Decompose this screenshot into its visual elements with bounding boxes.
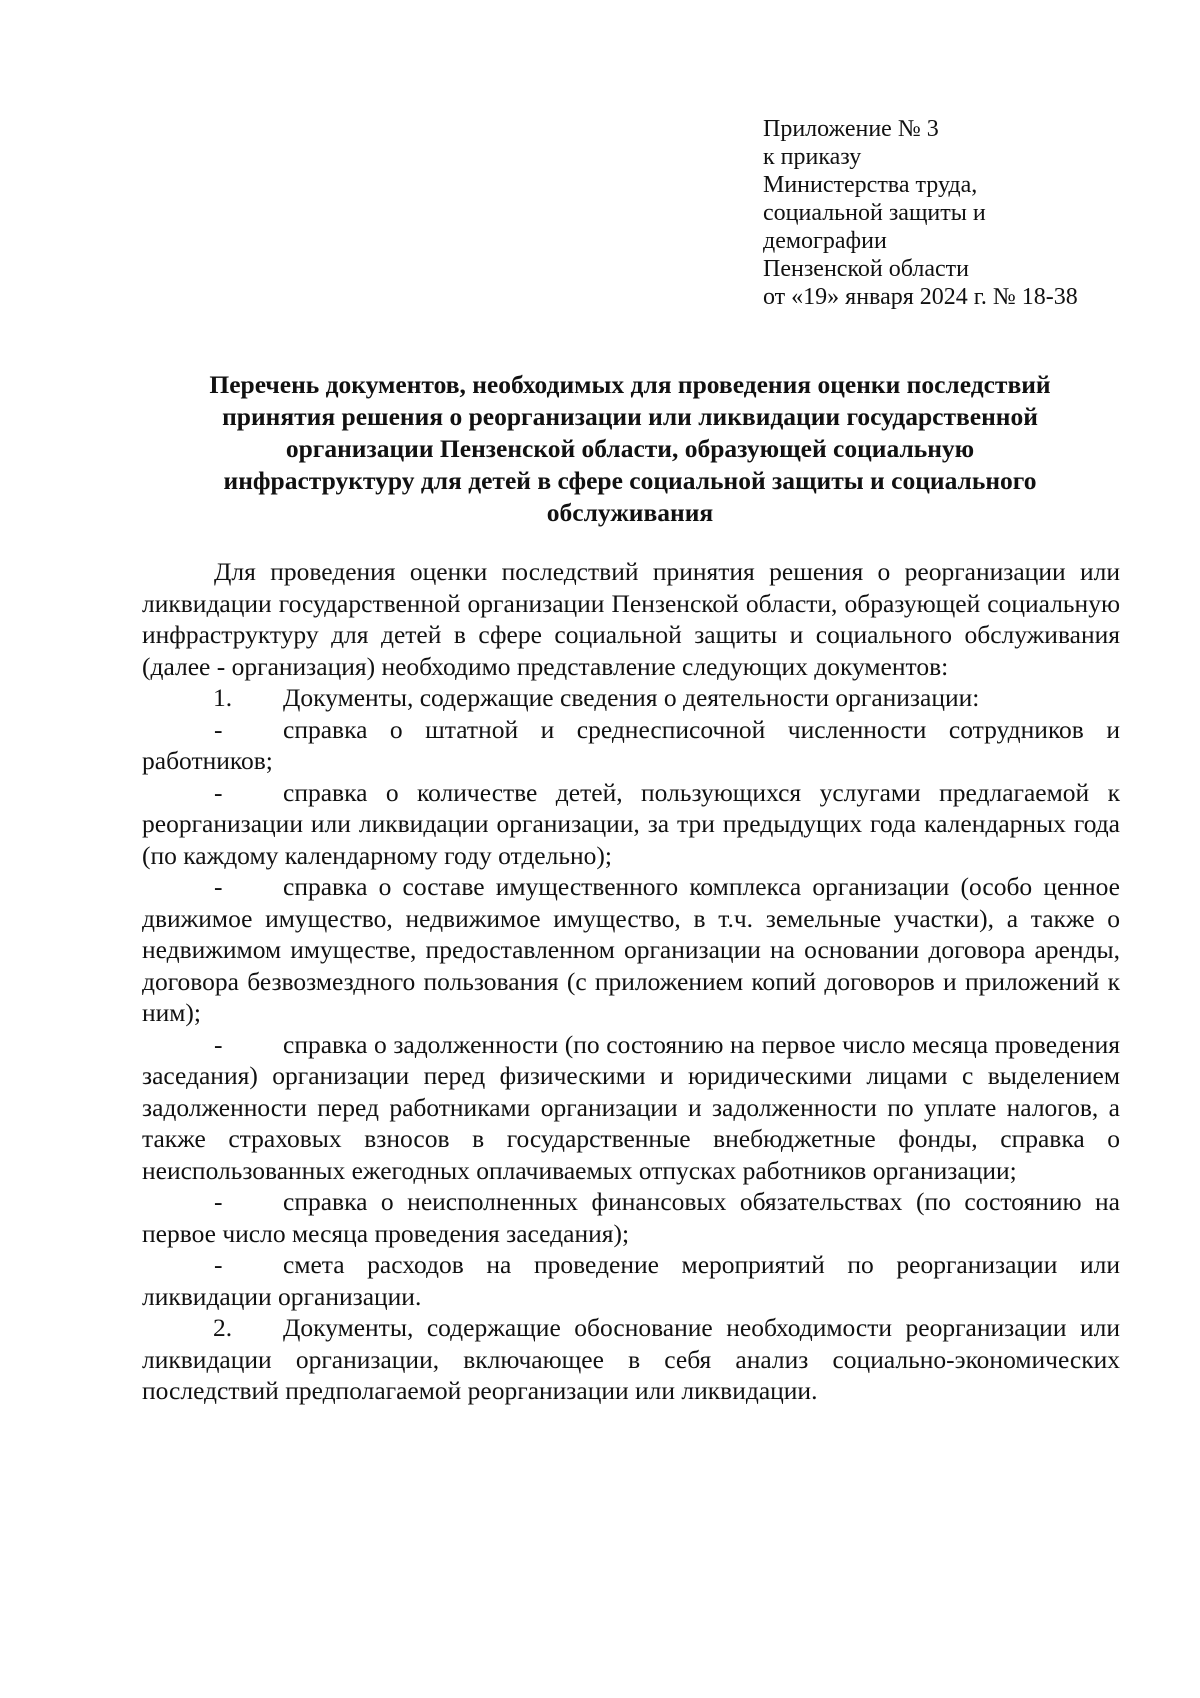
section-number: 1. xyxy=(213,683,233,712)
title-line: обслуживания xyxy=(546,498,714,527)
list-dash: - xyxy=(214,714,223,744)
list-item xyxy=(142,714,1120,777)
list-item xyxy=(142,1029,1120,1187)
approval-line: Министерства труда, xyxy=(763,172,978,198)
title-line: принятия решения о реорганизации или ликвидации государственной xyxy=(222,402,1038,431)
list-item-text: справка о количестве детей, пользующихся услугами предлагаемой к реорганизации или ликвидации организации, за три предыдущих года календарных года (по каждому календарному году отдельно); xyxy=(142,777,1120,870)
intro-paragraph: Для проведения оценки последствий принятия решения о реорганизации или ликвидации государственной организации Пензенской области, образующей социальную инфраструктуру для детей в сфере социальной защиты и социального обслуживания (далее - организация) необходимо представление следующих документов: xyxy=(142,557,1120,681)
approval-line: социальной защиты и xyxy=(763,200,986,226)
list-item-text: справка о неисполненных финансовых обязательствах (по состоянию на первое число месяца проведения заседания); xyxy=(142,1187,1120,1248)
section-2-paragraph xyxy=(142,1312,1120,1407)
approval-block xyxy=(763,115,1183,311)
document-body xyxy=(142,556,1120,1407)
list-dash: - xyxy=(214,777,223,807)
list-item xyxy=(142,777,1120,872)
approval-line: к приказу xyxy=(763,144,862,170)
list-dash: - xyxy=(214,1250,223,1279)
title-line: организации Пензенской области, образующей социальную xyxy=(285,434,975,463)
list-item-text: смета расходов на проведение мероприятий по реорганизации или ликвидации организации. xyxy=(142,1250,1120,1311)
list-dash: - xyxy=(214,1029,223,1059)
list-item-text: справка о составе имущественного комплекса организации (особо ценное движимое имущество, недвижимое имущество, в т.ч. земельные участки), а также о недвижимом имуществе, предоставленном организации на основании договора аренды, договора безвозмездного пользования (с приложением копий договоров и приложений к ним); xyxy=(142,872,1120,1027)
list-item-text: справка о штатной и среднесписочной численности сотрудников и работников; xyxy=(142,714,1120,775)
approval-line: Пензенской области xyxy=(763,256,969,282)
section-text: Документы, содержащие сведения о деятельности организации: xyxy=(283,683,980,712)
list-dash: - xyxy=(214,872,223,901)
list-item xyxy=(142,1249,1120,1312)
section-number: 2. xyxy=(213,1313,233,1342)
list-dash: - xyxy=(214,1187,223,1216)
list-item xyxy=(142,871,1120,1029)
approval-line: демографии xyxy=(763,228,887,254)
section-1-heading xyxy=(142,682,1120,714)
approval-line: от «19» января 2024 г. № 18-38 xyxy=(763,284,1078,310)
section-text: Документы, содержащие обоснование необходимости реорганизации или ликвидации организации, включающее в себя анализ социально-экономических последствий предполагаемой реорганизации или ликвидации. xyxy=(142,1313,1120,1405)
approval-line: Приложение № 3 xyxy=(763,116,939,142)
title-line: инфраструктуру для детей в сфере социальной защиты и социального xyxy=(223,466,1037,495)
list-item xyxy=(142,1186,1120,1249)
title-line: Перечень документов, необходимых для проведения оценки последствий xyxy=(209,370,1051,399)
document-title xyxy=(140,369,1120,529)
list-item-text: справка о задолженности (по состоянию на первое число месяца проведения заседания) организации перед физическими и юридическими лицами с выделением задолженности перед работниками организации и задолженности по уплате налогов, а также страховых взносов в государственные внебюджетные фонды, справка о неиспользованных ежегодных оплачиваемых отпусках работников организации; xyxy=(142,1029,1120,1185)
